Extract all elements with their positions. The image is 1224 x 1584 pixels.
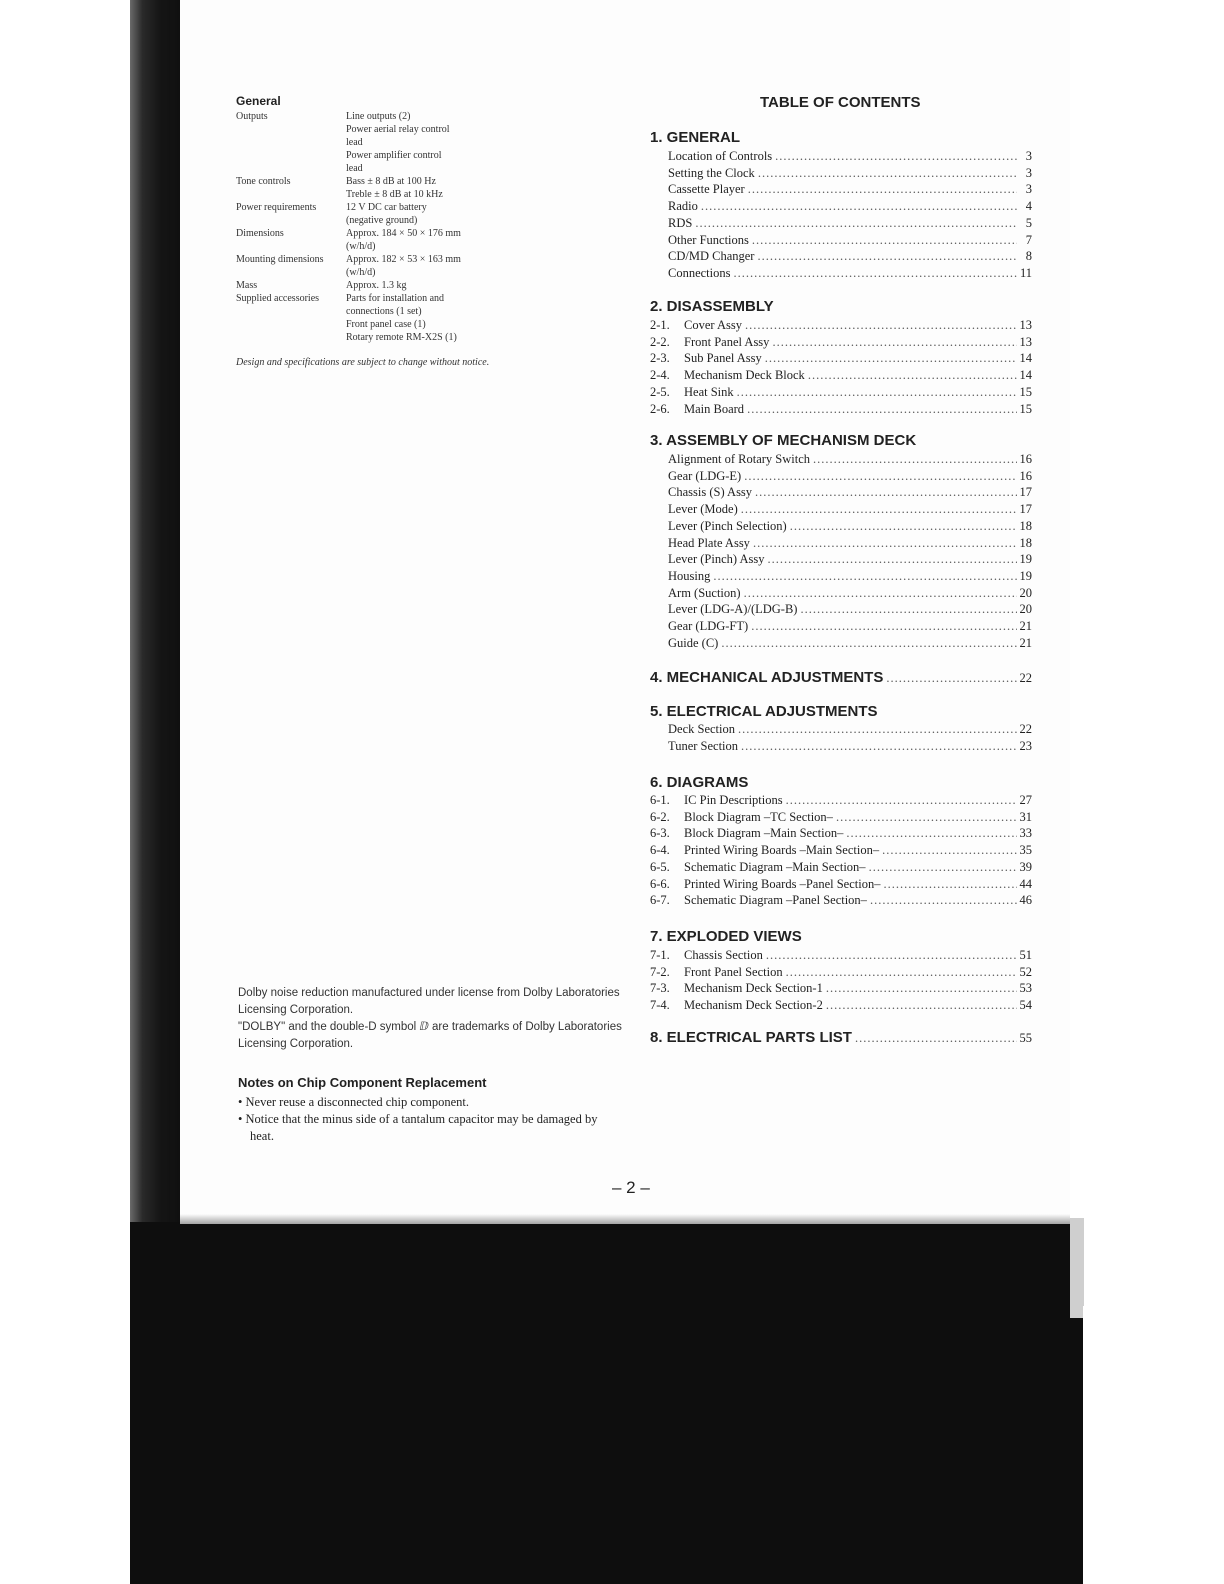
- toc-leader-dots: [744, 468, 1016, 485]
- toc-entry-title: Schematic Diagram –Panel Section–: [684, 893, 867, 908]
- scan-binding-shadow: [130, 0, 180, 1320]
- scan-page-edge: [1070, 1218, 1084, 1318]
- toc-page-number: 15: [1019, 401, 1032, 416]
- toc-section-title: 8. ELECTRICAL PARTS LIST: [650, 1029, 852, 1046]
- toc-entry-title: Chassis (S) Assy: [668, 485, 753, 500]
- toc-entry: [668, 248, 1032, 265]
- toc-entry-title: Block Diagram –Main Section–: [684, 826, 844, 841]
- toc-page-number: 35: [1019, 843, 1032, 858]
- toc-entry: [668, 451, 1032, 468]
- toc-leader-dots: [747, 401, 1016, 418]
- toc-entry: [668, 232, 1032, 249]
- page-number: – 2 –: [612, 1178, 650, 1197]
- toc-entry-title: Mechanism Deck Block: [684, 368, 805, 383]
- chip-notes-heading: Notes on Chip Component Replacement: [238, 1075, 487, 1090]
- spec-value: Front panel case (1): [346, 319, 426, 330]
- toc-leader-dots: [748, 181, 1017, 198]
- toc-page-number: 39: [1019, 859, 1032, 874]
- toc-entry-title: Block Diagram –TC Section–: [684, 809, 833, 824]
- toc-section: [650, 669, 1032, 687]
- toc-leader-dots: [882, 842, 1016, 859]
- toc-section-title: 5. ELECTRICAL ADJUSTMENTS: [650, 703, 878, 720]
- toc-page-number: 14: [1019, 368, 1032, 383]
- dolby-line-1: Dolby noise reduction manufactured under license from Dolby Laboratories Licensing Corporation.: [238, 987, 620, 1016]
- toc-entry: [668, 635, 1032, 652]
- toc-page-number: 16: [1019, 452, 1032, 466]
- toc-entry-number: 6-5.: [650, 859, 670, 874]
- toc-entry: [668, 551, 1032, 568]
- toc-entry: [668, 148, 1032, 165]
- toc-entry-title: IC Pin Descriptions: [684, 793, 783, 807]
- toc-entry-title: Printed Wiring Boards –Panel Section–: [684, 876, 881, 891]
- toc-page-number: 22: [1019, 671, 1032, 685]
- toc-leader-dots: [826, 997, 1017, 1014]
- toc-page-number: 20: [1019, 585, 1032, 600]
- toc-leader-dots: [755, 484, 1016, 501]
- chip-notes-list: [238, 1094, 623, 1145]
- toc-entry-title: CD/MD Changer: [668, 249, 755, 264]
- toc-entry-number: 7-4.: [650, 998, 670, 1013]
- toc-page-number: 3: [1025, 182, 1032, 197]
- toc-entry-number: 2-3.: [650, 351, 670, 366]
- toc-entry-title: Heat Sink: [684, 384, 734, 399]
- toc-entry-title: RDS: [668, 215, 693, 230]
- toc-leader-dots: [745, 317, 1017, 334]
- toc-entry-title: Mechanism Deck Section-1: [684, 981, 823, 996]
- toc-entry-number: 6-1.: [650, 793, 670, 807]
- toc-entry-title: Mechanism Deck Section-2: [684, 998, 823, 1013]
- toc-page-number: 53: [1019, 981, 1032, 996]
- toc-section: [650, 1029, 1032, 1047]
- toc-entry-title: Lever (Mode): [668, 502, 738, 517]
- toc-leader-dots: [737, 384, 1017, 401]
- toc-leader-dots: [813, 451, 1017, 468]
- toc-entry-title: Location of Controls: [668, 149, 773, 163]
- toc-leader-dots: [886, 671, 1016, 686]
- toc-entry: [650, 825, 1032, 842]
- toc-entry-title: Tuner Section: [668, 738, 739, 753]
- toc-entry-title: Lever (Pinch) Assy: [668, 552, 765, 567]
- toc-entry: [650, 892, 1032, 909]
- toc-entry-number: 6-6.: [650, 876, 670, 891]
- toc-entry-title: Housing: [668, 568, 711, 583]
- toc-entry-title: Cassette Player: [668, 182, 745, 197]
- toc-page-number: 52: [1019, 964, 1032, 979]
- toc-leader-dots: [741, 738, 1016, 755]
- toc-entry-title: Deck Section: [668, 722, 735, 736]
- toc-page-number: 18: [1019, 535, 1032, 550]
- toc-entry: [650, 964, 1032, 981]
- toc-entry-number: 2-1.: [650, 318, 670, 332]
- toc-leader-dots: [701, 198, 1017, 215]
- toc-leader-dots: [786, 964, 1017, 981]
- toc-page-number: 16: [1019, 468, 1032, 483]
- toc-entry-title: Lever (Pinch Selection): [668, 518, 787, 533]
- toc-leader-dots: [758, 165, 1017, 182]
- toc-entry-title: Arm (Suction): [668, 585, 741, 600]
- toc-page-number: 11: [1019, 265, 1032, 280]
- toc-entry: [668, 518, 1032, 535]
- toc-leader-dots: [695, 215, 1017, 232]
- toc-entry-title: Connections: [668, 265, 731, 280]
- spec-label: Tone controls: [236, 176, 291, 187]
- toc-leader-dots: [826, 980, 1017, 997]
- toc-leader-dots: [790, 518, 1017, 535]
- toc-page-number: 18: [1019, 518, 1032, 533]
- toc-leader-dots: [836, 809, 1017, 826]
- toc-entry-title: Alignment of Rotary Switch: [668, 452, 810, 466]
- toc-page-number: 15: [1019, 384, 1032, 399]
- toc-entry-title: Chassis Section: [684, 948, 763, 962]
- toc-section-title: 6. DIAGRAMS: [650, 774, 749, 791]
- toc-entry: [650, 334, 1032, 351]
- toc-entry: [650, 876, 1032, 893]
- toc-page-number: 23: [1019, 738, 1032, 753]
- toc-entry: [650, 980, 1032, 997]
- toc-entry: [668, 535, 1032, 552]
- spec-value: Approx. 184 × 50 × 176 mm: [346, 228, 461, 239]
- toc-page-number: 19: [1019, 568, 1032, 583]
- toc-entry-title: Head Plate Assy: [668, 535, 750, 550]
- spec-label: Outputs: [236, 111, 268, 122]
- toc-entry-title: Guide (C): [668, 635, 719, 650]
- toc-section-title: 1. GENERAL: [650, 129, 741, 146]
- toc-entry: [668, 165, 1032, 182]
- toc-page-number: 22: [1019, 722, 1032, 736]
- toc-leader-dots: [753, 535, 1017, 552]
- spec-value: Rotary remote RM-X2S (1): [346, 332, 457, 343]
- toc-page-number: 54: [1019, 998, 1032, 1013]
- toc-entry-number: 6-4.: [650, 843, 670, 858]
- toc-leader-dots: [855, 1031, 1017, 1046]
- toc-entry: [650, 367, 1032, 384]
- toc-entry-number: 7-3.: [650, 981, 670, 996]
- toc-leader-dots: [869, 859, 1017, 876]
- toc-leader-dots: [768, 551, 1017, 568]
- chip-note-item: • Never reuse a disconnected chip component.: [238, 1095, 470, 1109]
- toc-title: TABLE OF CONTENTS: [760, 94, 921, 111]
- spec-value: lead: [346, 163, 363, 174]
- spec-value: Power amplifier control: [346, 150, 442, 161]
- toc-entry-title: Cover Assy: [684, 318, 742, 332]
- toc-page-number: 19: [1019, 552, 1032, 567]
- spec-label: Mass: [236, 280, 258, 291]
- spec-note: Design and specifications are subject to change without notice.: [236, 357, 490, 368]
- toc-section-title: 7. EXPLODED VIEWS: [650, 928, 802, 945]
- toc-leader-dots: [752, 232, 1017, 249]
- toc-page-number: 3: [1025, 165, 1032, 180]
- toc-entry: [650, 842, 1032, 859]
- toc-entry: [668, 468, 1032, 485]
- toc-entry-number: 2-2.: [650, 334, 670, 349]
- toc-entry: [650, 401, 1032, 418]
- toc-entry-number: 6-3.: [650, 826, 670, 841]
- scan-margin-left: [0, 0, 132, 1584]
- toc-entry: [668, 215, 1032, 232]
- toc-page-number: 55: [1019, 1031, 1032, 1045]
- toc-leader-dots: [738, 721, 1017, 738]
- toc-page-number: 17: [1019, 502, 1032, 517]
- toc-page-number: 5: [1025, 215, 1032, 230]
- toc-entry: [650, 350, 1032, 367]
- toc-leader-dots: [775, 148, 1017, 165]
- toc-entry-title: Printed Wiring Boards –Main Section–: [684, 843, 880, 858]
- spec-value: Line outputs (2): [346, 111, 411, 122]
- toc-entry-title: Front Panel Section: [684, 964, 783, 979]
- toc-entry: [668, 501, 1032, 518]
- spec-value: (w/h/d): [346, 241, 376, 252]
- toc-entry: [668, 181, 1032, 198]
- toc-page-number: 13: [1019, 334, 1032, 349]
- toc-leader-dots: [808, 367, 1017, 384]
- toc-entry: [650, 792, 1032, 809]
- toc-leader-dots: [772, 334, 1016, 351]
- toc-page-number: 17: [1019, 485, 1032, 500]
- dolby-notice: [238, 985, 623, 1053]
- toc-entry-number: 2-4.: [650, 368, 670, 383]
- toc-page-number: 51: [1019, 948, 1032, 962]
- spec-value: Bass ± 8 dB at 100 Hz: [346, 176, 436, 187]
- toc-leader-dots: [757, 248, 1017, 265]
- toc-page-number: 14: [1019, 351, 1032, 366]
- spec-heading: General: [236, 94, 281, 108]
- spec-value: lead: [346, 137, 363, 148]
- toc-leader-dots: [713, 568, 1016, 585]
- toc-entry-title: Sub Panel Assy: [684, 351, 762, 366]
- toc-section-title: 3. ASSEMBLY OF MECHANISM DECK: [650, 432, 917, 449]
- toc-entry: [650, 859, 1032, 876]
- spec-label: Supplied accessories: [236, 293, 320, 304]
- toc-page-number: 4: [1025, 199, 1032, 214]
- toc-section-title: 2. DISASSEMBLY: [650, 298, 774, 315]
- toc-entry: [668, 568, 1032, 585]
- toc-leader-dots: [800, 601, 1016, 618]
- toc-page-number: 31: [1019, 809, 1032, 824]
- toc-leader-dots: [741, 501, 1017, 518]
- toc-entry-number: 7-1.: [650, 948, 670, 962]
- toc-entry-title: Gear (LDG-E): [668, 468, 742, 483]
- toc-page-number: 21: [1019, 635, 1032, 650]
- toc-entry: [650, 384, 1032, 401]
- toc-entry: [668, 618, 1032, 635]
- toc-entry: [668, 585, 1032, 602]
- toc-page-number: 7: [1025, 232, 1032, 247]
- spec-label: Mounting dimensions: [236, 254, 324, 265]
- toc-leader-dots: [734, 265, 1017, 282]
- toc-entry: [650, 809, 1032, 826]
- spec-value: Approx. 182 × 53 × 163 mm: [346, 254, 461, 265]
- scan-bottom-shadow: [130, 1222, 1083, 1584]
- toc-entry-title: Other Functions: [668, 232, 749, 247]
- toc-entry: [668, 484, 1032, 501]
- toc-page-number: 46: [1019, 893, 1032, 908]
- toc-entry: [650, 997, 1032, 1014]
- spec-value: 12 V DC car battery: [346, 202, 427, 213]
- toc-page-number: 13: [1019, 318, 1032, 332]
- toc-entry: [650, 947, 1032, 964]
- toc-entry-title: Setting the Clock: [668, 165, 755, 180]
- spec-label: Dimensions: [236, 228, 284, 239]
- toc-leader-dots: [883, 876, 1016, 893]
- toc-entry: [668, 738, 1032, 755]
- spec-value: (w/h/d): [346, 267, 376, 278]
- chip-note-item: • Notice that the minus side of a tantalum capacitor may be damaged by heat.: [238, 1112, 598, 1143]
- toc-page-number: 33: [1019, 826, 1032, 841]
- toc-section-title: 4. MECHANICAL ADJUSTMENTS: [650, 669, 884, 686]
- toc-entry: [668, 601, 1032, 618]
- spec-value: connections (1 set): [346, 306, 422, 317]
- scan-margin-bottom-right: [1083, 1306, 1224, 1584]
- toc-entry-title: Main Board: [684, 401, 745, 416]
- toc-entry-title: Lever (LDG-A)/(LDG-B): [668, 602, 798, 617]
- spec-value: Parts for installation and: [346, 293, 445, 304]
- toc-leader-dots: [765, 350, 1017, 367]
- toc-entry: [650, 317, 1032, 334]
- toc-leader-dots: [721, 635, 1016, 652]
- spec-value: Power aerial relay control: [346, 124, 450, 135]
- toc-leader-dots: [846, 825, 1016, 842]
- toc-entry-number: 6-7.: [650, 893, 670, 908]
- spec-label: Power requirements: [236, 202, 317, 213]
- page-bottom-shade: [180, 1214, 1070, 1224]
- toc-leader-dots: [766, 947, 1017, 964]
- toc-entry: [668, 265, 1032, 282]
- spec-value: Treble ± 8 dB at 10 kHz: [346, 189, 443, 200]
- toc-page-number: 20: [1019, 602, 1032, 617]
- spec-value: Approx. 1.3 kg: [346, 280, 407, 291]
- toc-page-number: 8: [1025, 249, 1032, 264]
- toc-page-number: 44: [1019, 876, 1032, 891]
- toc-entry-number: 2-6.: [650, 401, 670, 416]
- toc-leader-dots: [744, 585, 1017, 602]
- toc-entry-title: Radio: [668, 199, 698, 214]
- spec-value: (negative ground): [346, 215, 418, 226]
- toc-entry-number: 6-2.: [650, 809, 670, 824]
- toc-entry-title: Schematic Diagram –Main Section–: [684, 859, 866, 874]
- toc-entry: [668, 198, 1032, 215]
- dolby-line-2: "DOLBY" and the double-D symbol ⅅ are trademarks of Dolby Laboratories Licensing Corporation.: [238, 1021, 622, 1050]
- toc-leader-dots: [870, 892, 1017, 909]
- toc-entry-number: 7-2.: [650, 964, 670, 979]
- toc-entry-title: Gear (LDG-FT): [668, 619, 749, 633]
- toc-entry: [668, 721, 1032, 738]
- toc-entry-title: Front Panel Assy: [684, 334, 770, 349]
- toc-page-number: 3: [1025, 149, 1032, 163]
- toc-page-number: 21: [1019, 619, 1032, 633]
- toc-leader-dots: [751, 618, 1016, 635]
- toc-leader-dots: [786, 792, 1017, 809]
- toc-entry-number: 2-5.: [650, 384, 670, 399]
- toc-page-number: 27: [1019, 793, 1032, 807]
